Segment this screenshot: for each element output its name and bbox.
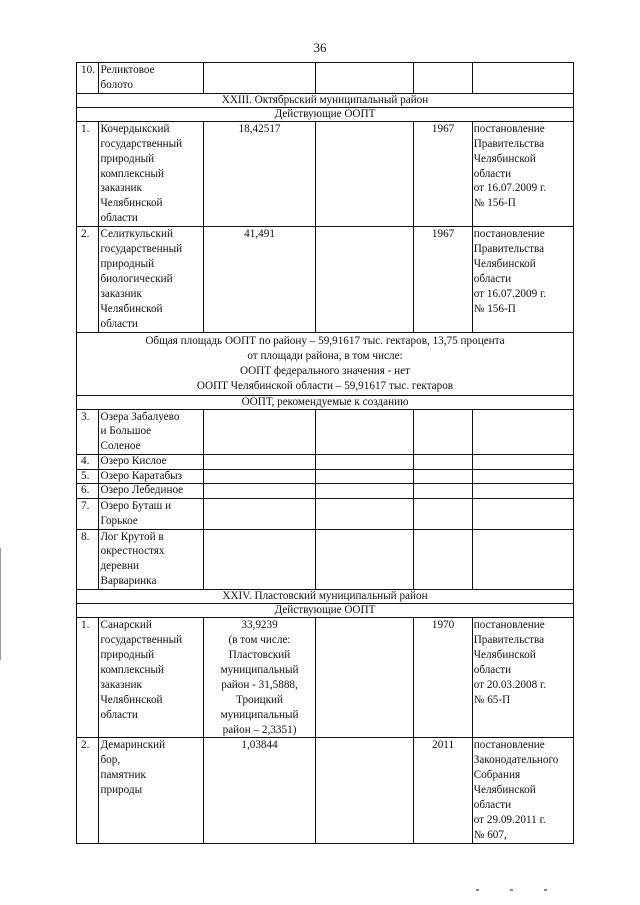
area-name: Лог Крутой в окрестностях деревни Варваринка xyxy=(99,529,203,590)
year-cell xyxy=(414,63,472,94)
document-cell: постановление Законодательного Собрания Челябинской области от 29.09.2011 г. № 607, xyxy=(472,738,573,843)
row-number: 3. xyxy=(77,409,99,455)
subsection-header: Действующие ООПТ xyxy=(77,604,574,618)
table-row xyxy=(77,618,574,738)
area-size xyxy=(203,63,315,94)
subsection-header-row xyxy=(77,107,574,121)
section-title: XXIV. Пластовский муниципальный район xyxy=(77,590,574,604)
empty-cell xyxy=(203,484,315,499)
row-number: 1. xyxy=(77,121,99,226)
empty-cell xyxy=(472,409,573,455)
empty-cell xyxy=(316,618,414,738)
row-number: 6. xyxy=(77,484,99,499)
area-name: Реликтовое болото xyxy=(99,63,203,94)
table-row xyxy=(77,738,574,843)
document-cell: постановление Правительства Челябинской области от 16.07.2009 г. № 156-П xyxy=(472,227,573,332)
table-row xyxy=(77,227,574,332)
table-row xyxy=(77,529,574,590)
table-row xyxy=(77,121,574,226)
row-number: 4. xyxy=(77,455,99,470)
subsection-header-row xyxy=(77,604,574,618)
empty-cell xyxy=(316,484,414,499)
empty-cell xyxy=(414,484,472,499)
empty-cell xyxy=(316,529,414,590)
empty-cell xyxy=(316,498,414,529)
document-cell xyxy=(472,63,573,94)
area-name: Озера Забалуево и Большое Соленое xyxy=(99,409,203,455)
table-row xyxy=(77,455,574,470)
empty-cell xyxy=(316,63,414,94)
document-cell: постановление Правительства Челябинской области от 20.03.2008 г. № 65-П xyxy=(472,618,573,738)
row-number: 2. xyxy=(77,738,99,843)
empty-cell xyxy=(203,455,315,470)
empty-cell xyxy=(203,529,315,590)
table-row xyxy=(77,409,574,455)
summary-row xyxy=(77,332,574,395)
page-number: 36 xyxy=(313,40,327,55)
empty-cell xyxy=(414,529,472,590)
year-cell: 1967 xyxy=(414,121,472,226)
year-cell: 1967 xyxy=(414,227,472,332)
empty-cell xyxy=(316,469,414,484)
protected-areas-table xyxy=(76,62,574,844)
area-name: Озеро Кислое xyxy=(99,455,203,470)
empty-cell xyxy=(316,121,414,226)
table-row xyxy=(77,469,574,484)
empty-cell xyxy=(203,469,315,484)
area-size: 1,03844 xyxy=(203,738,315,843)
scan-artifact xyxy=(510,889,513,891)
table-row xyxy=(77,484,574,499)
empty-cell xyxy=(472,529,573,590)
scan-artifact xyxy=(476,889,479,891)
empty-cell xyxy=(203,409,315,455)
scan-edge-mark xyxy=(0,548,1,660)
empty-cell xyxy=(414,409,472,455)
empty-cell xyxy=(203,498,315,529)
scan-artifact xyxy=(544,889,547,891)
subsection-header-row xyxy=(77,395,574,409)
empty-cell xyxy=(472,498,573,529)
empty-cell xyxy=(316,409,414,455)
empty-cell xyxy=(414,498,472,529)
empty-cell xyxy=(472,484,573,499)
area-size: 33,9239 (в том числе: Пластовский муниципальный район - 31,5888, Троицкий муниципальный район – 2,3351) xyxy=(203,618,315,738)
area-name: Селиткульский государственный природный биологический заказник Челябинской области xyxy=(99,227,203,332)
section-title-row xyxy=(77,590,574,604)
empty-cell xyxy=(472,469,573,484)
area-name: Кочердыкский государственный природный комплексный заказник Челябинской области xyxy=(99,121,203,226)
district-summary: Общая площадь ООПТ по району – 59,91617 тыс. гектаров, 13,75 процента от площади района, в том числе: ООПТ федерального значения - нет ООПТ Челябинской области – 59,91617 тыс. гектаров xyxy=(77,332,574,395)
area-name: Озеро Лебединое xyxy=(99,484,203,499)
row-number: 2. xyxy=(77,227,99,332)
empty-cell xyxy=(414,469,472,484)
empty-cell xyxy=(316,455,414,470)
area-size: 41,491 xyxy=(203,227,315,332)
row-number: 1. xyxy=(77,618,99,738)
subsection-header: Действующие ООПТ xyxy=(77,107,574,121)
year-cell: 1970 xyxy=(414,618,472,738)
table-row xyxy=(77,498,574,529)
section-title: XXIII. Октябрьский муниципальный район xyxy=(77,93,574,107)
row-number: 10. xyxy=(77,63,99,94)
area-name: Демаринский бор, памятник природы xyxy=(99,738,203,843)
empty-cell xyxy=(472,455,573,470)
row-number: 8. xyxy=(77,529,99,590)
subsection-header: ООПТ, рекомендуемые к созданию xyxy=(77,395,574,409)
row-number: 7. xyxy=(77,498,99,529)
empty-cell xyxy=(414,455,472,470)
row-number: 5. xyxy=(77,469,99,484)
table-row xyxy=(77,63,574,94)
area-size: 18,42517 xyxy=(203,121,315,226)
section-title-row xyxy=(77,93,574,107)
area-name: Санарский государственный природный комплексный заказник Челябинской области xyxy=(99,618,203,738)
year-cell: 2011 xyxy=(414,738,472,843)
area-name: Озеро Буташ и Горькое xyxy=(99,498,203,529)
area-name: Озеро Каратабыз xyxy=(99,469,203,484)
document-cell: постановление Правительства Челябинской области от 16.07.2009 г. № 156-П xyxy=(472,121,573,226)
empty-cell xyxy=(316,738,414,843)
empty-cell xyxy=(316,227,414,332)
